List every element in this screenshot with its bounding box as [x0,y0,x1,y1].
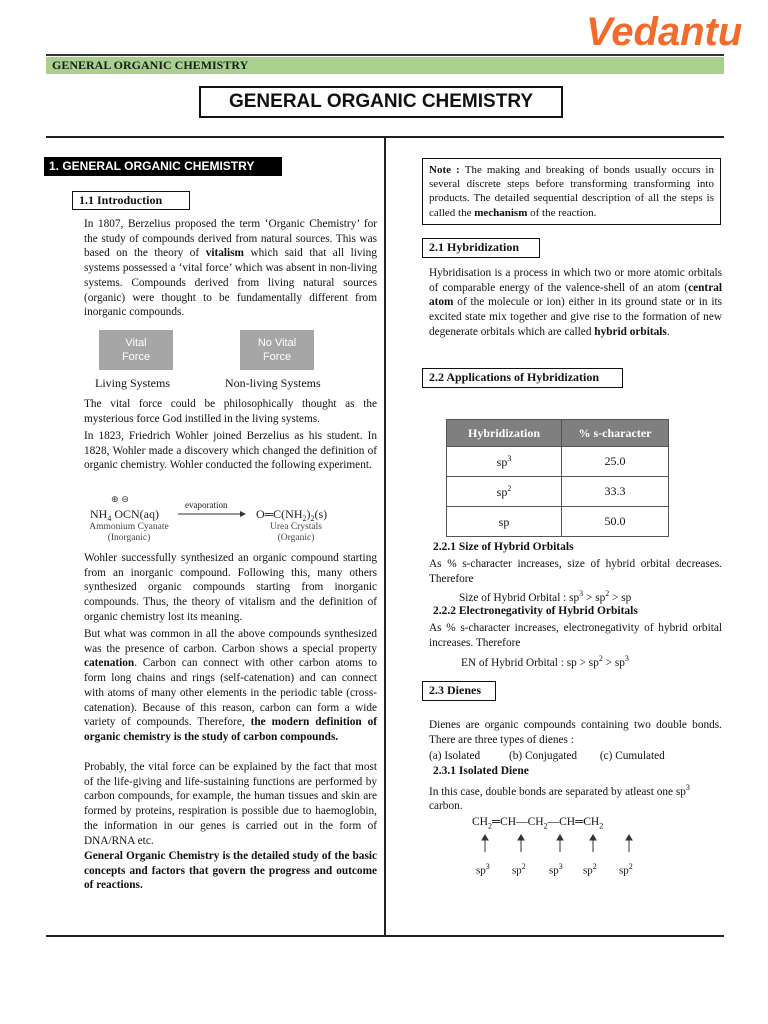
reactant-name: Ammonium Cyanate (Inorganic) [89,522,169,543]
hybrid-label: $sp^3$ [549,862,563,877]
product-name: Urea Crystals (Organic) [270,522,322,543]
goc-definition: General Organic Chemistry is the detailed study of the basic concepts and factors that govern the progress and outcome of reactions. [84,850,377,892]
diene-type-isolated: (a) Isolated [429,750,481,762]
isolated-diene-text: In this case, double bonds are separated by atleast one $sp^3$ carbon. [429,783,690,813]
dienes-heading: 2.3 Dienes [422,681,496,701]
column-divider [384,138,386,936]
electronegativity-formula: EN of Hybrid Orbital : sp > $sp^2 > sp^3$ [461,654,629,669]
diene-type-conjugated: (b) Conjugated [508,750,578,762]
wohler-reaction [90,494,370,546]
charge-marks: ⊕ ⊖ [111,495,129,505]
catenation-paragraph: But what was common in all the above compounds synthesized was the presence of carbon. Carbon shows a special property catenation. Carbon can connect with other carbon atoms to form long chains and rings (self-catenation) and can connect with atoms of many other elements in the periodic table (cross-catenation). Because of this reason, carbon can form a wide variety of compounds. Therefore, the modern definition of organic chemistry is the study of carbon compounds. [84,628,378,743]
hybrid-label: $sp^3$ [476,862,490,877]
electronegativity-heading: 2.2.2 Electronegativity of Hybrid Orbitals [433,605,638,617]
vital-force-paragraph: The vital force could be philosophically thought as the mysterious force God instilled in the living systems. [84,398,377,425]
table-cell-value: 50.0 [562,507,669,537]
table-cell-hybridization: $sp^2$ [447,477,562,507]
table-cell-value: 33.3 [562,477,669,507]
wohler-paragraph: In 1823, Friedrich Wohler joined Berzelius as his student. In 1828, Wohler made a discovery which changed the definition of organic chemistry. Wohler conducted the following experiment. [84,430,377,472]
table-cell-hybridization: $sp^3$ [447,447,562,477]
synthesis-paragraph: Wohler successfully synthesized an organic compound starting from an inorganic compound. Following this, many others synthesized organic compounds starting from inorganic compounds. Thus, the theory of vitalism and the definition of organic chemistry lost its meaning. [84,552,377,623]
intro-paragraph: In 1807, Berzelius proposed the term ‘Organic Chemistry’ for the study of compounds derived from natural sources. This was based on the theory of vitalism which said that all living systems possessed a ‘vital force’ which was absent in non-living systems. Compounds derived from living natural sources (organic) were thought to be fundamentally different from inorganic compounds. [84,218,377,319]
electronegativity-text: As % s-character increases, electronegativity of hybrid orbital increases. Therefore [429,622,722,649]
vedantu-logo: Vedantu [586,10,743,54]
chapter-label: GENERAL ORGANIC CHEMISTRY [52,58,249,72]
table-header: Hybridization [447,420,562,447]
note-text: Note : The making and breaking of bonds usually occurs in several discrete steps before transforming transforming into products. The detailed sequential description of all the steps is called the mechanism of the reaction. [429,164,714,219]
size-formula: Size of Hybrid Orbital : $sp^3 > sp^2$ > sp [459,589,632,604]
arrow-head [482,835,488,840]
chapter-bar [46,57,724,74]
hybrid-label: $sp^2$ [619,862,633,877]
footer-rule [46,935,724,937]
diene-types [429,749,722,764]
intro-heading: 1.1 Introduction [72,191,190,210]
note-box [422,158,721,225]
product-formula: $O═C(NH_2)_2(s)$ [256,507,328,523]
dienes-paragraph: Dienes are organic compounds containing two double bonds. There are three types of dienes : [429,719,722,746]
table-header-row [447,420,669,447]
size-heading: 2.2.1 Size of Hybrid Orbitals [433,541,574,553]
table-cell-hybridization: sp [447,507,562,537]
table-header: % s-character [562,420,669,447]
table-row [447,507,669,537]
hybridization-heading: 2.1 Hybridization [422,238,540,258]
section-heading: 1. GENERAL ORGANIC CHEMISTRY [44,157,282,176]
structure-formula: $CH_2═CH—CH_2—CH═CH_2$ [472,816,604,831]
table-cell-value: 25.0 [562,447,669,477]
page-title: GENERAL ORGANIC CHEMISTRY [199,86,563,118]
living-systems-label: Living Systems [95,376,171,390]
header-rule [46,54,724,56]
isolated-diene-heading: 2.3.1 Isolated Diene [433,765,529,777]
vital-explanation-paragraph: Probably, the vital force can be explained by the fact that most of the life-giving and life-sustaining functions are performed by carbon compounds, for example, the human tissues and skin are formed by proteins, respiration is possible due to haemoglobin, the information in our genes is carried out in the form of DNA/RNA etc. [84,761,377,847]
table-row [447,447,669,477]
hybrid-label: $sp^2$ [583,862,597,877]
arrow-label: evaporation [185,500,228,510]
reactant-formula: $NH_4$ OCN(aq) [90,507,159,523]
hybrid-label: $sp^2$ [512,862,526,877]
isolated-diene-structure [472,816,652,884]
hybridization-paragraph: Hybridisation is a process in which two or more atomic orbitals of comparable energy of the valence-shell of an atom (central atom of the molecule or ion) either in its ground state or in its excited state mix together and give rise to the formation of new degenerate orbitals which are called hybrid orbitals. [429,267,722,338]
nonliving-systems-label: Non-living Systems [225,376,321,390]
vital-force-box: Vital Force [99,330,173,370]
arrow-head [626,835,632,840]
arrow-head [240,511,246,517]
arrow-head [518,835,524,840]
hybridization-table [446,419,669,537]
no-vital-force-box: No Vital Force [240,330,314,370]
applications-heading: 2.2 Applications of Hybridization [422,368,623,388]
table-row [447,477,669,507]
arrow-head [590,835,596,840]
diene-type-cumulated: (c) Cumulated [599,750,665,762]
size-text: As % s-character increases, size of hybrid orbital decreases. Therefore [429,558,722,585]
arrow-head [557,835,563,840]
